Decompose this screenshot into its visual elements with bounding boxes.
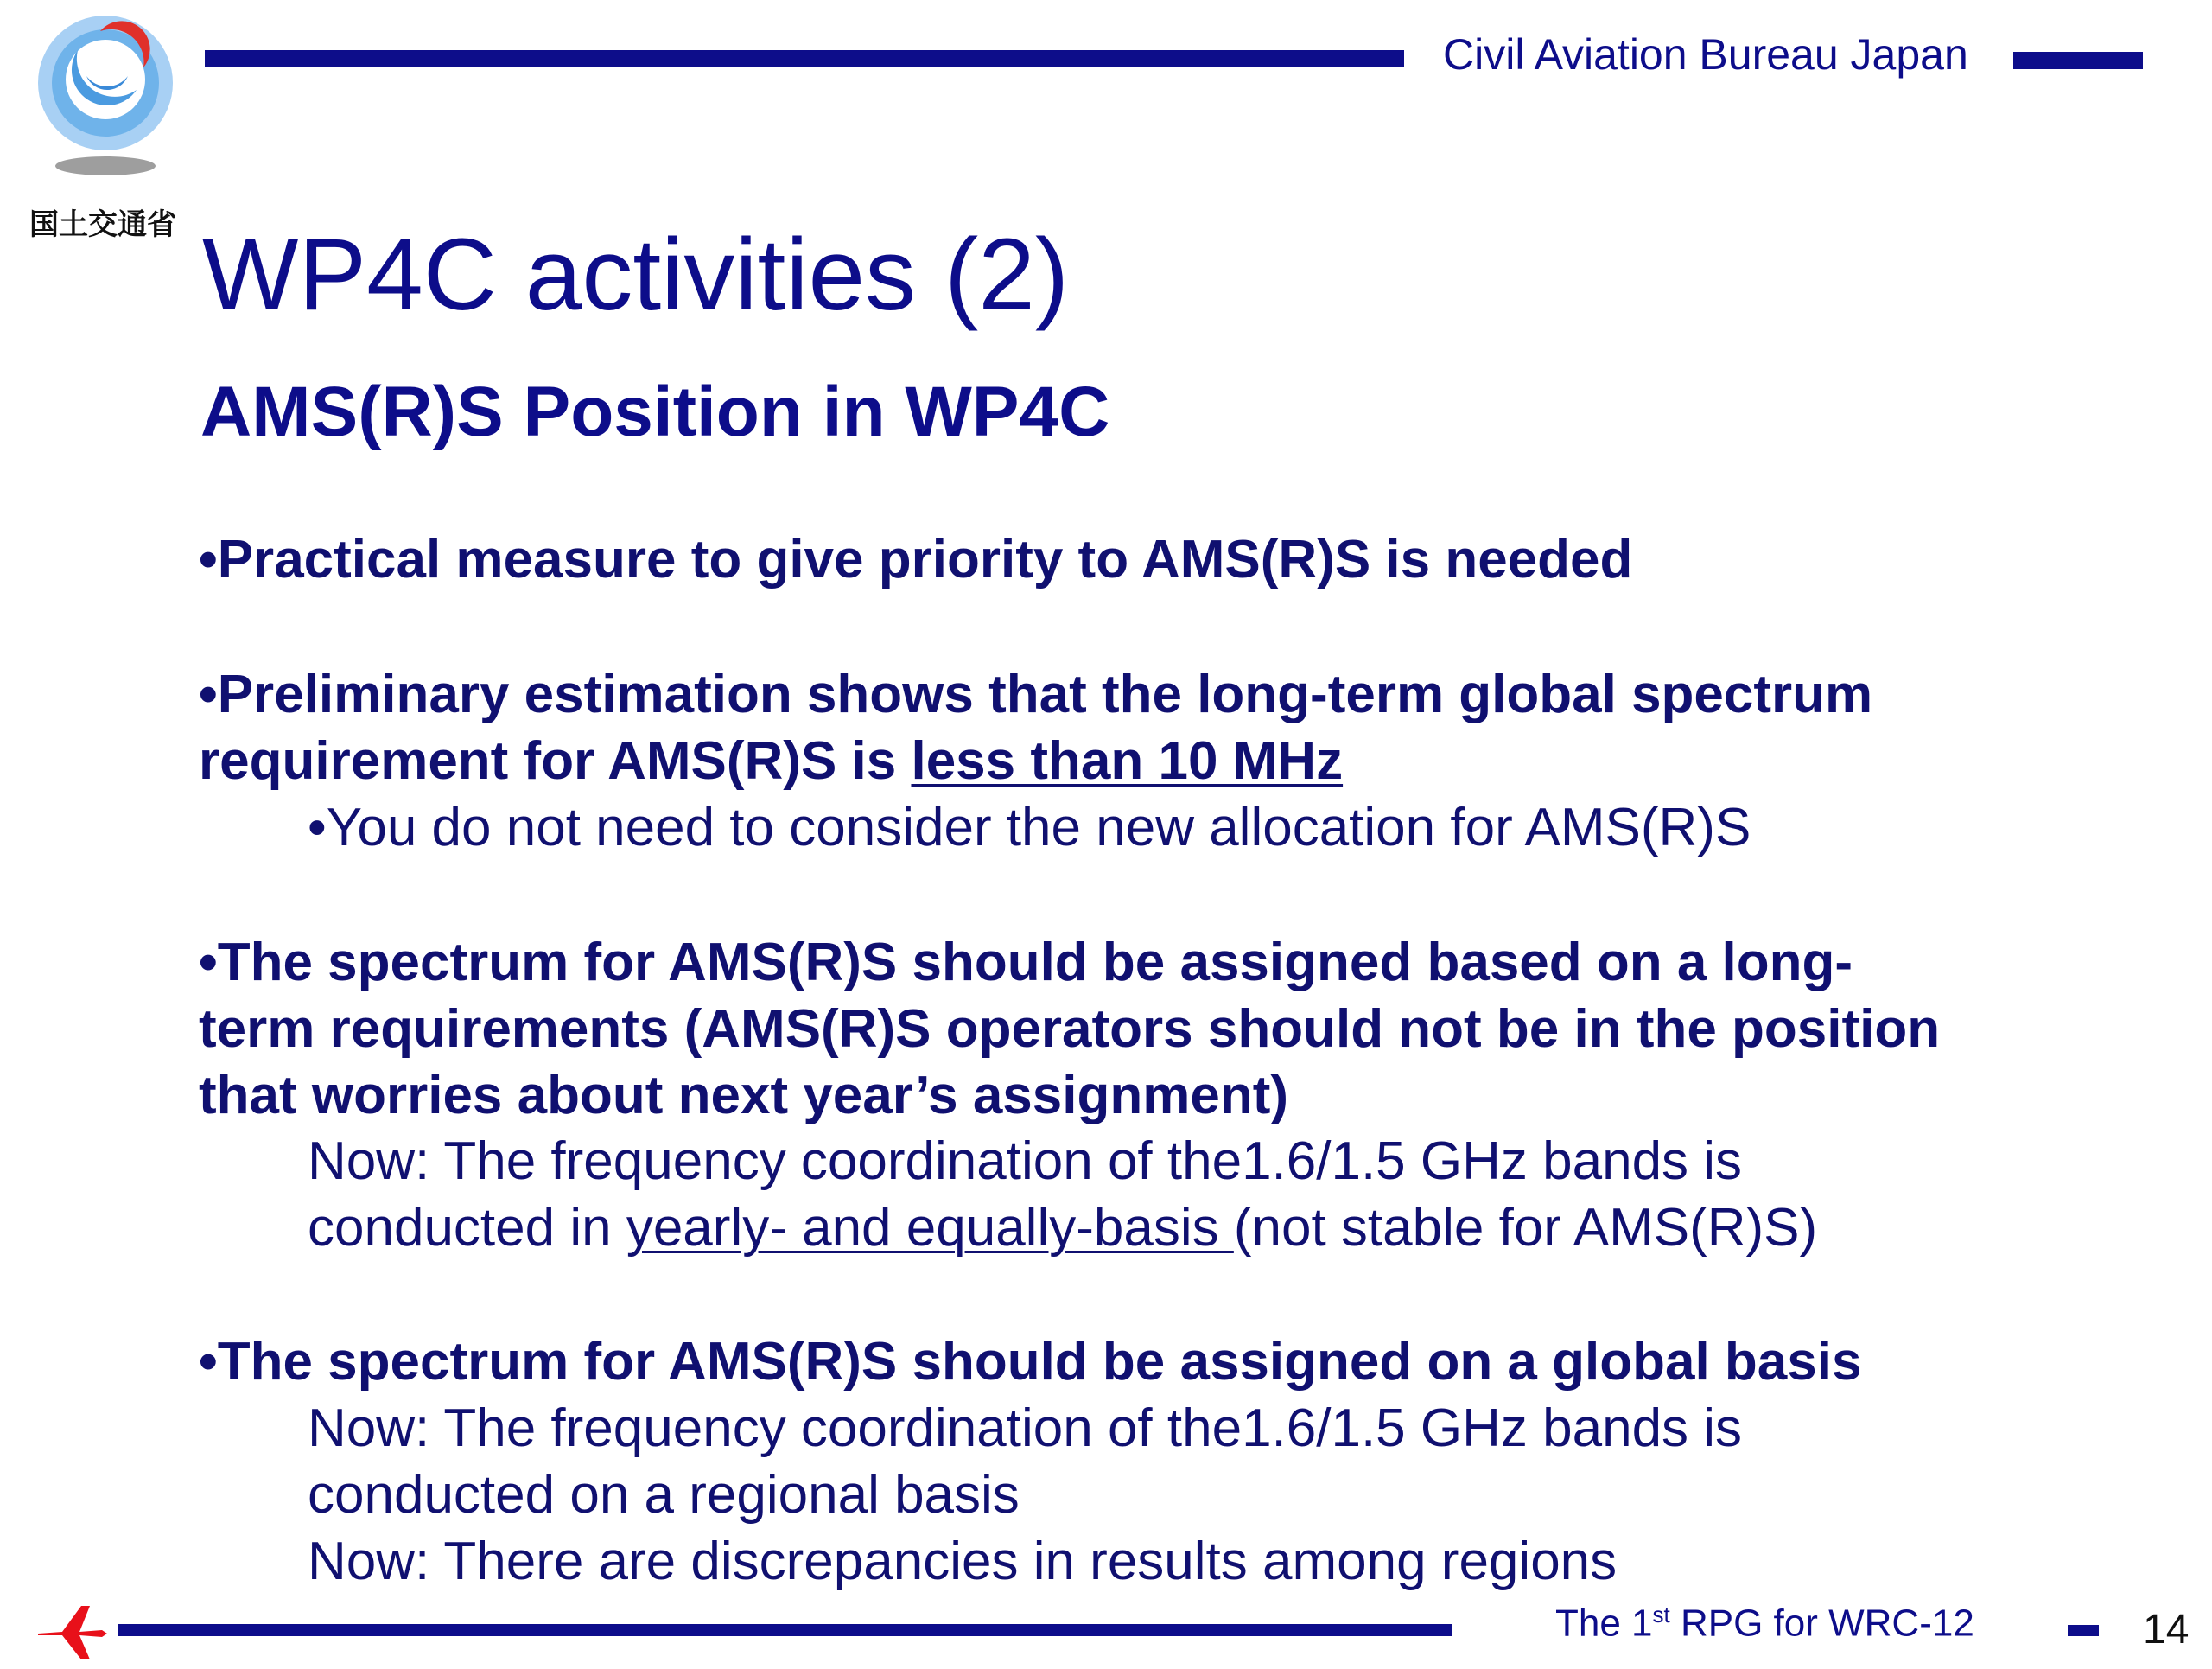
sub-bullet-allocation: •You do not need to consider the new allocation for AMS(R)S [308, 798, 1751, 857]
sub-regional-line1: Now: The frequency coordination of the1.6/1.5 GHz bands is [308, 1398, 1743, 1458]
bullet-long-term-line3: that worries about next year’s assignment) [199, 1066, 1289, 1125]
bullet-global-basis: •The spectrum for AMS(R)S should be assigned on a global basis [199, 1332, 1862, 1392]
ministry-label: 国土交通省 [29, 207, 176, 242]
bureau-name: Civil Aviation Bureau Japan [1443, 30, 1968, 79]
page-number: 14 [2143, 1607, 2190, 1653]
event-prefix: The 1 [1555, 1602, 1653, 1645]
sub-discrepancies: Now: There are discrepancies in results among regions [308, 1532, 1618, 1591]
bullet-estimation-line2 [199, 730, 1343, 792]
bullet-long-term-line2: term requirements (AMS(R)S operators should not be in the position [199, 999, 1941, 1059]
slide-subtitle: AMS(R)S Position in WP4C [200, 373, 1110, 451]
event-label [1555, 1602, 1974, 1646]
header-rule-short [2013, 52, 2143, 69]
header-rule [205, 50, 1404, 67]
footer-rule-short [2068, 1625, 2099, 1636]
bullet-estimation-emphasis: less than 10 MHz [911, 731, 1344, 791]
slide-title: WP4C activities (2) [202, 218, 1070, 332]
sub-coordination-prefix: conducted in [308, 1198, 626, 1258]
sub-coordination-line1: Now: The frequency coordination of the1.6/1.5 GHz bands is [308, 1131, 1743, 1191]
mlit-logo-icon [26, 16, 181, 188]
sub-regional-line2: conducted on a regional basis [308, 1465, 1020, 1525]
event-ordinal: st [1652, 1602, 1670, 1628]
sub-coordination-line2 [308, 1197, 1817, 1258]
sub-coordination-emphasis: yearly- and equally-basis [626, 1198, 1234, 1258]
event-suffix: RPG for WRC-12 [1669, 1602, 1974, 1645]
ministry-logo [26, 16, 199, 240]
airplane-icon [36, 1599, 109, 1669]
sub-coordination-suffix: (not stable for AMS(R)S) [1233, 1198, 1818, 1258]
bullet-estimation-text: requirement for AMS(R)S is [199, 731, 912, 791]
bullet-long-term-line1: •The spectrum for AMS(R)S should be assigned based on a long- [199, 933, 1853, 992]
bullet-estimation-line1: •Preliminary estimation shows that the long-term global spectrum [199, 665, 1873, 724]
bullet-priority: •Practical measure to give priority to AMS(R)S is needed [199, 530, 1633, 589]
footer-rule [118, 1624, 1452, 1636]
